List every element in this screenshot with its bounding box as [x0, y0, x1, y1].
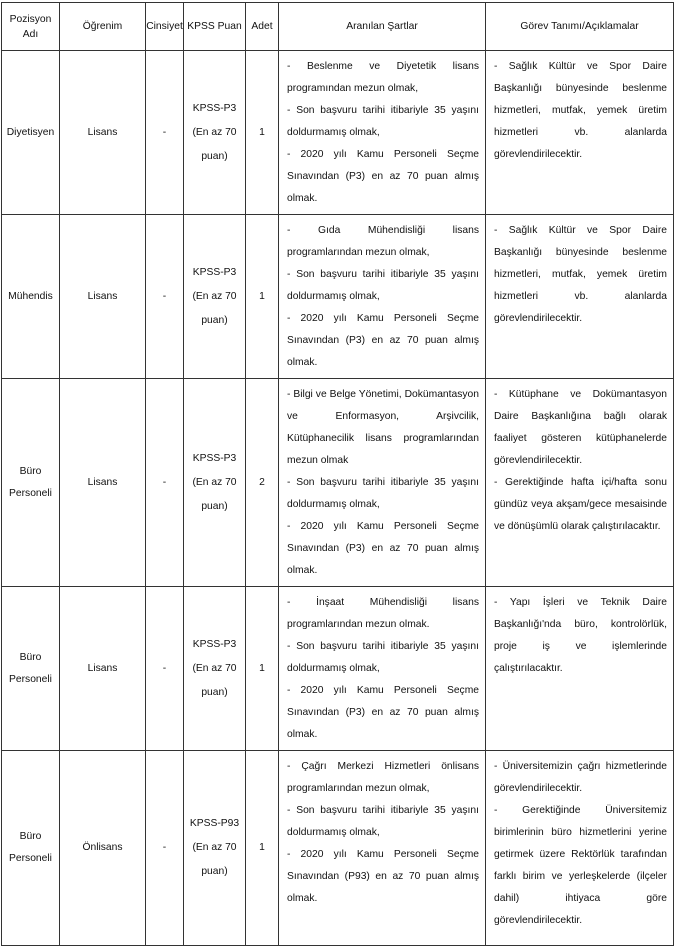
sartlar-cell	[279, 751, 486, 946]
kpss-line: (En az 70	[192, 290, 237, 302]
kpss-line: KPSS-P3	[192, 638, 237, 650]
cinsiyet-cell: -	[146, 51, 184, 215]
table-row	[2, 215, 674, 379]
header-row	[2, 3, 674, 51]
header-ogrenim: Öğrenim	[60, 3, 146, 51]
pozisyon-cell: Büro Personeli	[2, 751, 60, 946]
adet-cell: 1	[246, 215, 279, 379]
gorev-cell	[486, 587, 674, 751]
sart-item: - Bilgi ve Belge Yönetimi, Dokümantasyon ve Enformasyon, Arşivcilik, Kütüphanecilik lisans programlarından mezun olmak	[287, 389, 479, 466]
sart-item: - İnşaat Mühendisliği lisans programlarından mezun olmak.	[287, 597, 479, 630]
cinsiyet-cell: -	[146, 215, 184, 379]
sart-item: - Son başvuru tarihi itibariyle 35 yaşını doldurmamış olmak,	[287, 269, 479, 302]
sart-item: - Son başvuru tarihi itibariyle 35 yaşını doldurmamış olmak,	[287, 477, 479, 510]
sartlar-cell	[279, 215, 486, 379]
sart-item: - Çağrı Merkezi Hizmetleri önlisans programlarından mezun olmak,	[287, 761, 479, 794]
gorev-item: - Yapı İşleri ve Teknik Daire Başkanlığı'nda büro, kontrolörlük, proje iş ve işlemlerinde çalıştırılacaktır.	[494, 597, 667, 674]
cinsiyet-cell: -	[146, 379, 184, 587]
pozisyon-cell: Büro Personeli	[2, 379, 60, 587]
adet-cell: 1	[246, 51, 279, 215]
adet-cell: 1	[246, 587, 279, 751]
table-row	[2, 587, 674, 751]
kpss-line: (En az 70	[192, 662, 237, 674]
kpss-line: KPSS-P3	[192, 266, 237, 278]
kpss-line: puan)	[201, 314, 228, 326]
sart-item: - Gıda Mühendisliği lisans programlarından mezun olmak,	[287, 225, 479, 258]
kpss-line: puan)	[201, 150, 228, 162]
gorev-cell	[486, 751, 674, 946]
gorev-item: - Gerektiğinde hafta içi/hafta sonu gündüz veya akşam/gece mesaisinde ve dönüşümlü olarak çalıştırılacaktır.	[494, 477, 667, 532]
sart-item: - Beslenme ve Diyetetik lisans programından mezun olmak,	[287, 61, 479, 94]
gorev-item: - Gerektiğinde Üniversitemiz birimlerinin büro hizmetlerini yerine getirmek üzere Rektörlük tarafından farklı birim ve yerleşkelerde (ilçeler dahil) ihtiyaca göre görevlendirilecektir.	[494, 805, 667, 926]
ogrenim-cell: Lisans	[60, 379, 146, 587]
gorev-cell	[486, 215, 674, 379]
kpss-line: KPSS-P3	[192, 452, 237, 464]
cinsiyet-cell: -	[146, 587, 184, 751]
kpss-line: puan)	[201, 866, 228, 877]
pozisyon-cell: Diyetisyen	[2, 51, 60, 215]
sartlar-cell	[279, 379, 486, 587]
kpss-line: (En az 70	[192, 476, 237, 488]
header-kpss: KPSS Puan	[184, 3, 246, 51]
ogrenim-cell: Lisans	[60, 587, 146, 751]
gorev-cell	[486, 379, 674, 587]
kpss-line: puan)	[201, 686, 228, 698]
gorev-item: - Sağlık Kültür ve Spor Daire Başkanlığı bünyesinde beslenme hizmetleri, mutfak, yemek üretim hizmetleri vb. alanlarda görevlendirilecektir.	[494, 61, 667, 160]
header-pozisyon: Pozisyon Adı	[2, 3, 60, 51]
kpss-line: (En az 70	[192, 126, 237, 138]
sart-item: - 2020 yılı Kamu Personeli Seçme Sınavından (P3) en az 70 puan almış olmak.	[287, 685, 479, 740]
ogrenim-cell: Lisans	[60, 215, 146, 379]
kpss-cell	[184, 587, 246, 751]
sart-item: - 2020 yılı Kamu Personeli Seçme Sınavından (P3) en az 70 puan almış olmak.	[287, 521, 479, 576]
header-cinsiyet: Cinsiyet	[146, 3, 184, 51]
pozisyon-cell: Büro Personeli	[2, 587, 60, 751]
sart-item: - 2020 yılı Kamu Personeli Seçme Sınavından (P93) en az 70 puan almış olmak.	[287, 849, 479, 904]
gorev-cell	[486, 51, 674, 215]
kpss-line: KPSS-P93	[189, 818, 240, 829]
kpss-cell	[184, 751, 246, 946]
header-gorev: Görev Tanımı/Açıklamalar	[486, 3, 674, 51]
cinsiyet-cell: -	[146, 751, 184, 946]
kpss-cell	[184, 51, 246, 215]
kpss-cell	[184, 215, 246, 379]
adet-cell: 1	[246, 751, 279, 946]
table-row	[2, 751, 674, 946]
positions-table	[1, 2, 674, 946]
sart-item: - Son başvuru tarihi itibariyle 35 yaşını doldurmamış olmak,	[287, 805, 479, 838]
header-sartlar: Aranılan Şartlar	[279, 3, 486, 51]
table-row	[2, 379, 674, 587]
adet-cell: 2	[246, 379, 279, 587]
kpss-line: (En az 70	[192, 842, 237, 853]
gorev-item: - Sağlık Kültür ve Spor Daire Başkanlığı bünyesinde beslenme hizmetleri, mutfak, yemek üretim hizmetleri vb. alanlarda görevlendirilecektir.	[494, 225, 667, 324]
table-row	[2, 51, 674, 215]
gorev-item: - Üniversitemizin çağrı hizmetlerinde görevlendirilecektir.	[494, 761, 667, 794]
sart-item: - 2020 yılı Kamu Personeli Seçme Sınavından (P3) en az 70 puan almış olmak.	[287, 149, 479, 204]
sart-item: - Son başvuru tarihi itibariyle 35 yaşını doldurmamış olmak,	[287, 105, 479, 138]
sart-item: - 2020 yılı Kamu Personeli Seçme Sınavından (P3) en az 70 puan almış olmak.	[287, 313, 479, 368]
header-adet: Adet	[246, 3, 279, 51]
gorev-item: - Kütüphane ve Dokümantasyon Daire Başkanlığına bağlı olarak faaliyet gösteren kütüphanelerde görevlendirilecektir.	[494, 389, 667, 466]
kpss-line: puan)	[201, 500, 228, 512]
ogrenim-cell: Önlisans	[60, 751, 146, 946]
sartlar-cell	[279, 51, 486, 215]
kpss-line: KPSS-P3	[192, 102, 237, 114]
sartlar-cell	[279, 587, 486, 751]
kpss-cell	[184, 379, 246, 587]
ogrenim-cell: Lisans	[60, 51, 146, 215]
pozisyon-cell: Mühendis	[2, 215, 60, 379]
sart-item: - Son başvuru tarihi itibariyle 35 yaşını doldurmamış olmak,	[287, 641, 479, 674]
